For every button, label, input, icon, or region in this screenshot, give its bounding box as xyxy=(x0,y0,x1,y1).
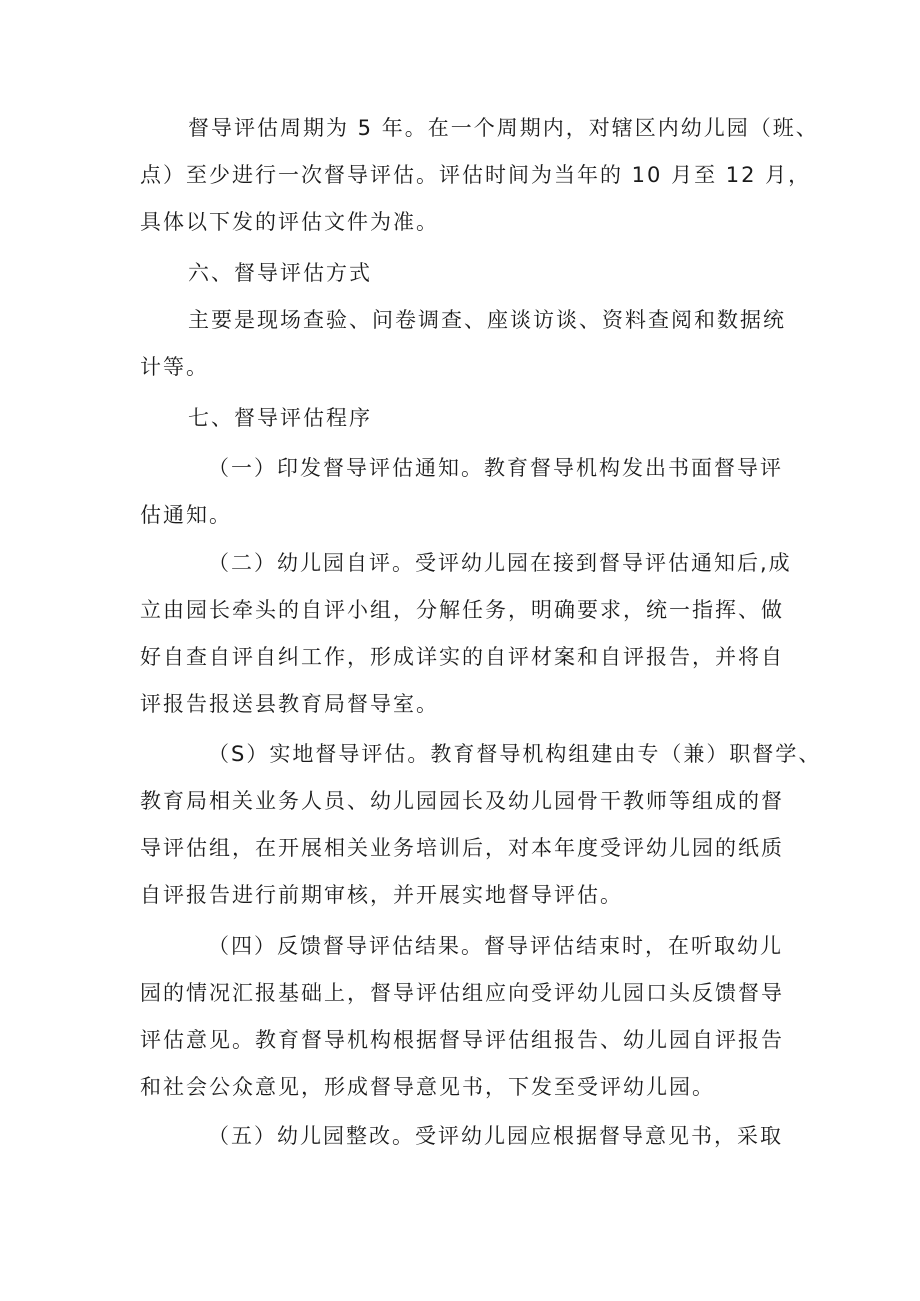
text-line: 园的情况汇报基础上，督导评估组应向受评幼儿园口头反馈督导 xyxy=(140,981,784,1005)
text-line: 和社会公众意见，形成督导意见书，下发至受评幼儿园。 xyxy=(140,1075,715,1099)
text-line: （一）印发督导评估通知。教育督导机构发出书面督导评 xyxy=(208,456,783,480)
section-heading-6 xyxy=(140,255,785,292)
text-line: 立由园长牵头的自评小组，分解任务，明确要求，统一指挥、做 xyxy=(140,598,784,622)
text-line: 教育局相关业务人员、幼儿园园长及幼儿园骨干教师等组成的督 xyxy=(140,789,784,813)
paragraph-step-2 xyxy=(140,545,792,723)
paragraph-evaluation-cycle xyxy=(140,110,819,241)
paragraph-step-3 xyxy=(140,736,822,914)
text-line: 具体以下发的评估文件为准。 xyxy=(140,210,439,234)
paragraph-evaluation-methods xyxy=(140,302,785,386)
heading-text: 七、督导评估程序 xyxy=(188,406,372,430)
paragraph-step-5 xyxy=(140,1118,785,1155)
text-line: 好自查自评自纠工作，形成详实的自评材案和自评报告，并将自 xyxy=(140,645,784,669)
text-line: 评报告报送县教育局督导室。 xyxy=(140,692,439,716)
text-line: 督导评估周期为 5 年。在一个周期内，对辖区内幼儿园（班、 xyxy=(188,116,819,140)
section-heading-7 xyxy=(140,400,785,437)
text-line: 评估意见。教育督导机构根据督导评估组报告、幼儿园自评报告 xyxy=(140,1028,784,1052)
text-line: 计等。 xyxy=(140,355,209,379)
text-line: （五）幼儿园整改。受评幼儿园应根据督导意见书，采取 xyxy=(208,1124,783,1148)
text-line: （S）实地督导评估。教育督导机构组建由专（兼）职督学、 xyxy=(208,742,822,766)
text-line: 主要是现场查验、问卷调查、座谈访谈、资料查阅和数据统 xyxy=(188,308,786,332)
text-line: （四）反馈督导评估结果。督导评估结束时，在听取幼儿 xyxy=(208,934,783,958)
heading-text: 六、督导评估方式 xyxy=(188,261,372,285)
paragraph-step-4 xyxy=(140,928,785,1106)
text-line: 点）至少进行一次督导评估。评估时间为当年的 10 月至 12 月， xyxy=(140,163,812,187)
text-line: 估通知。 xyxy=(140,503,232,527)
text-line: （二）幼儿园自评。受评幼儿园在接到督导评估通知后,成 xyxy=(208,551,792,575)
paragraph-step-1 xyxy=(140,450,785,534)
text-line: 自评报告进行前期审核，并开展实地督导评估。 xyxy=(140,883,623,907)
text-line: 导评估组，在开展相关业务培训后，对本年度受评幼儿园的纸质 xyxy=(140,836,784,860)
